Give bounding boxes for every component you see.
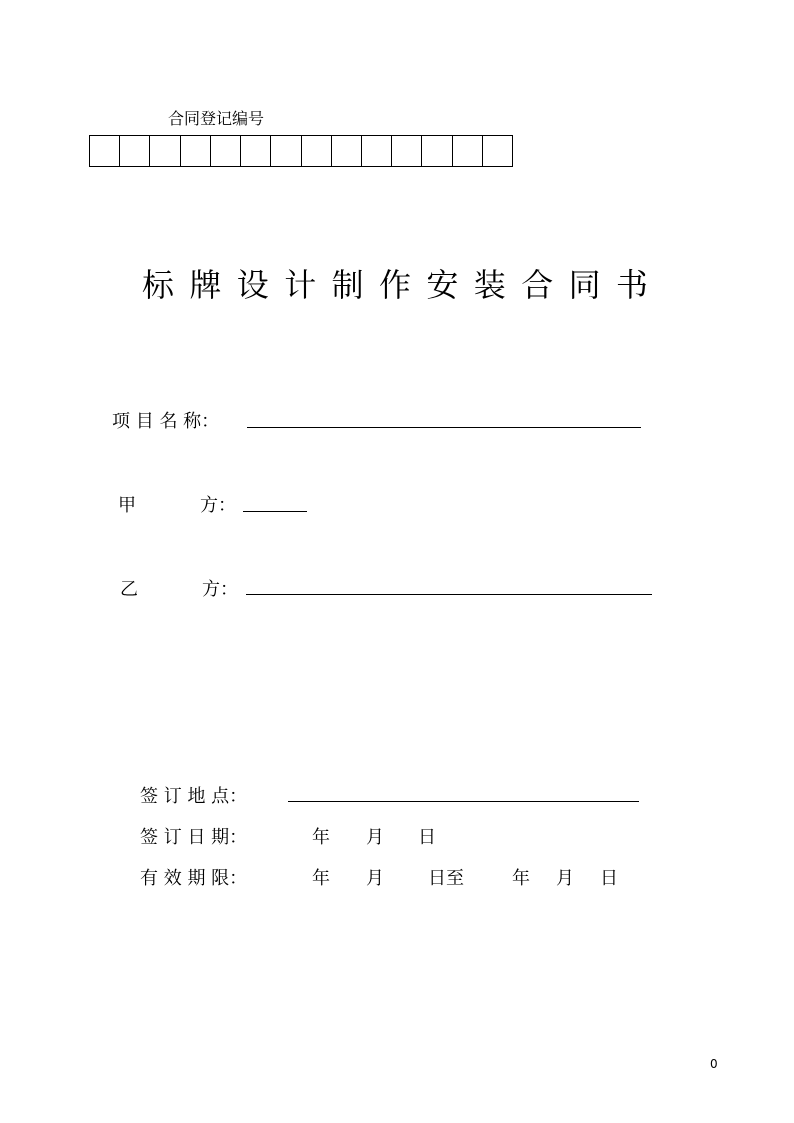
registration-number-box (181, 136, 211, 166)
signing-date-year: 年 (312, 827, 330, 848)
registration-number-box (211, 136, 241, 166)
registration-number-box (362, 136, 392, 166)
registration-number-box (120, 136, 150, 166)
registration-number-box (422, 136, 452, 166)
project-name-label: 项 目 名 称： (112, 411, 220, 432)
registration-number-box (483, 136, 512, 166)
registration-number-box (150, 136, 180, 166)
page-number: 0 (710, 1057, 718, 1071)
contract-title: 标牌设计制作安装合同书 (142, 266, 664, 304)
registration-number-box (392, 136, 422, 166)
project-name-underline (247, 427, 641, 428)
party-a-label-right: 方： (200, 495, 236, 516)
party-a-underline (243, 511, 307, 512)
validity-year: 年 (312, 868, 330, 889)
signing-date-day: 日 (418, 827, 436, 848)
validity-year-2: 年 (512, 868, 530, 889)
validity-day-2: 日 (600, 868, 618, 889)
party-b-label-right: 方： (202, 579, 238, 600)
registration-number-box (302, 136, 332, 166)
registration-number-box (241, 136, 271, 166)
registration-number-box (453, 136, 483, 166)
validity-month-2: 月 (556, 868, 574, 889)
signing-place-underline (288, 801, 639, 802)
signing-place-label: 签 订 地 点： (140, 786, 248, 807)
party-a-label-left: 甲 (118, 495, 136, 516)
signing-date-label: 签 订 日 期： (140, 827, 248, 848)
validity-month: 月 (366, 868, 384, 889)
registration-number-label: 合同登记编号 (168, 109, 265, 128)
registration-number-boxes (89, 135, 513, 167)
validity-day-to: 日至 (428, 868, 464, 889)
validity-period-label: 有 效 期 限： (140, 868, 248, 889)
signing-date-month: 月 (366, 827, 384, 848)
registration-number-box (271, 136, 301, 166)
registration-number-box (90, 136, 120, 166)
party-b-underline (246, 594, 652, 595)
registration-number-box (332, 136, 362, 166)
party-b-label-left: 乙 (120, 579, 138, 600)
